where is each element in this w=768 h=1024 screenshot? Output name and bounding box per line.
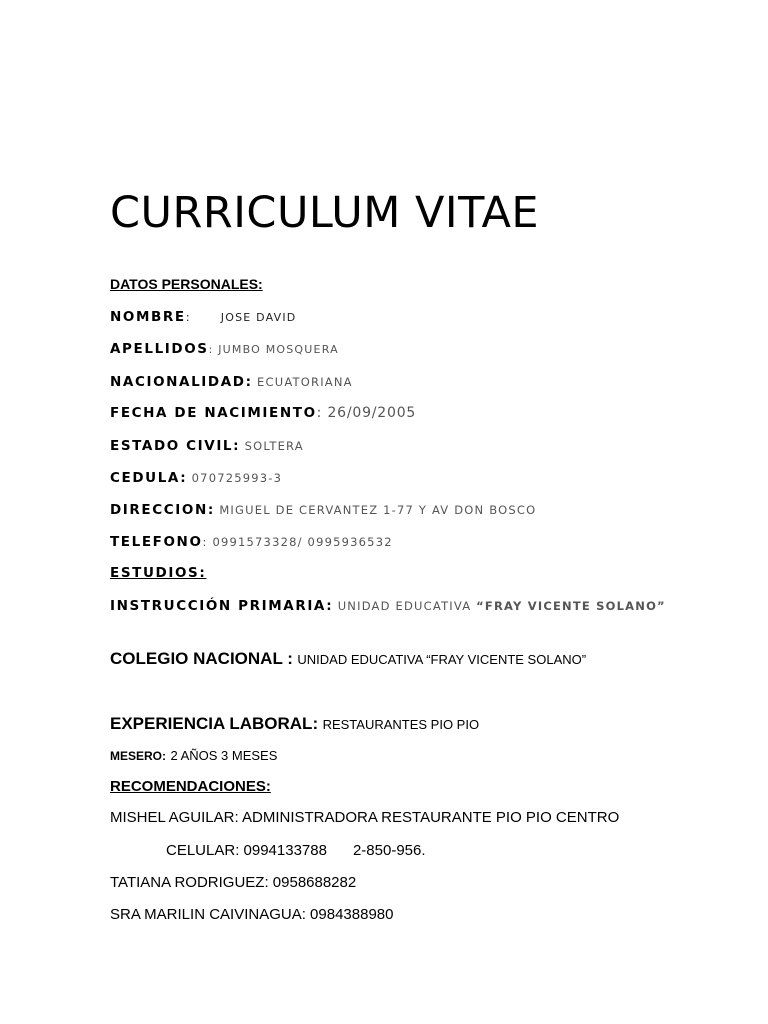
value-experiencia-laboral: RESTAURANTES PIO PIO — [322, 717, 480, 732]
label-instruccion-primaria: INSTRUCCIÓN PRIMARIA: — [110, 598, 334, 614]
label-cedula: CEDULA: — [110, 470, 188, 486]
label-nombre: NOMBRE — [110, 309, 186, 325]
value-estado-civil: SOLTERA — [244, 439, 304, 453]
label-colegio-nacional: COLEGIO NACIONAL : — [110, 649, 293, 668]
value-primaria-school: UNIDAD EDUCATIVA — [337, 599, 477, 613]
label-estado-civil: ESTADO CIVIL: — [110, 438, 241, 454]
label-direccion: DIRECCION: — [110, 502, 215, 518]
reference-1-phones — [166, 843, 426, 858]
value-direccion: MIGUEL DE CERVANTEZ 1-77 Y AV DON BOSCO — [219, 503, 537, 517]
section-heading-personal: DATOS PERSONALES: — [110, 276, 263, 292]
reference-1: MISHEL AGUILAR: ADMINISTRADORA RESTAURANTE PIO PIO CENTRO — [110, 809, 620, 826]
value-cedula: 070725993-3 — [191, 471, 283, 485]
section-heading-recomendaciones: RECOMENDACIONES: — [110, 778, 271, 795]
label-telefono: TELEFONO — [110, 534, 203, 550]
field-direccion — [110, 502, 536, 518]
field-nombre — [110, 309, 296, 325]
colon-nombre: : — [185, 310, 191, 324]
value-nacionalidad: ECUATORIANA — [257, 375, 353, 389]
field-nacionalidad — [110, 374, 353, 390]
value-apellidos: : JUMBO MOSQUERA — [208, 343, 339, 356]
field-apellidos — [110, 341, 339, 357]
value-nombre: JOSE DAVID — [220, 311, 297, 324]
label-mesero: MESERO: — [110, 749, 167, 763]
field-experiencia-laboral — [110, 715, 479, 733]
label-apellidos: APELLIDOS — [110, 341, 209, 357]
field-cedula — [110, 470, 282, 486]
reference-1-cellphone: CELULAR: 0994133788 — [166, 842, 327, 859]
label-nacionalidad: NACIONALIDAD: — [110, 374, 253, 390]
reference-1-landline: 2-850-956. — [352, 842, 426, 859]
field-estado-civil — [110, 438, 304, 454]
value-fecha-nacimiento: : 26/09/2005 — [316, 405, 417, 421]
document-title: CURRICULUM VITAE — [110, 188, 540, 238]
field-fecha-nacimiento — [110, 405, 416, 421]
value-mesero: 2 AÑOS 3 MESES — [170, 748, 278, 763]
value-telefono: : 0991573328/ 0995936532 — [202, 535, 393, 549]
label-experiencia-laboral: EXPERIENCIA LABORAL: — [110, 714, 319, 733]
field-telefono — [110, 534, 393, 550]
field-instruccion-primaria — [110, 598, 666, 614]
field-mesero — [110, 748, 277, 764]
label-fecha-nacimiento: FECHA DE NACIMIENTO — [110, 405, 317, 421]
value-primaria-school-name: “FRAY VICENTE SOLANO” — [476, 599, 666, 613]
reference-3: SRA MARILIN CAIVINAGUA: 0984388980 — [110, 906, 394, 923]
field-colegio-nacional — [110, 650, 586, 668]
reference-2: TATIANA RODRIGUEZ: 0958688282 — [110, 874, 357, 891]
value-colegio-nacional: UNIDAD EDUCATIVA “FRAY VICENTE SOLANO” — [297, 652, 587, 667]
section-heading-estudios: ESTUDIOS: — [110, 565, 207, 581]
